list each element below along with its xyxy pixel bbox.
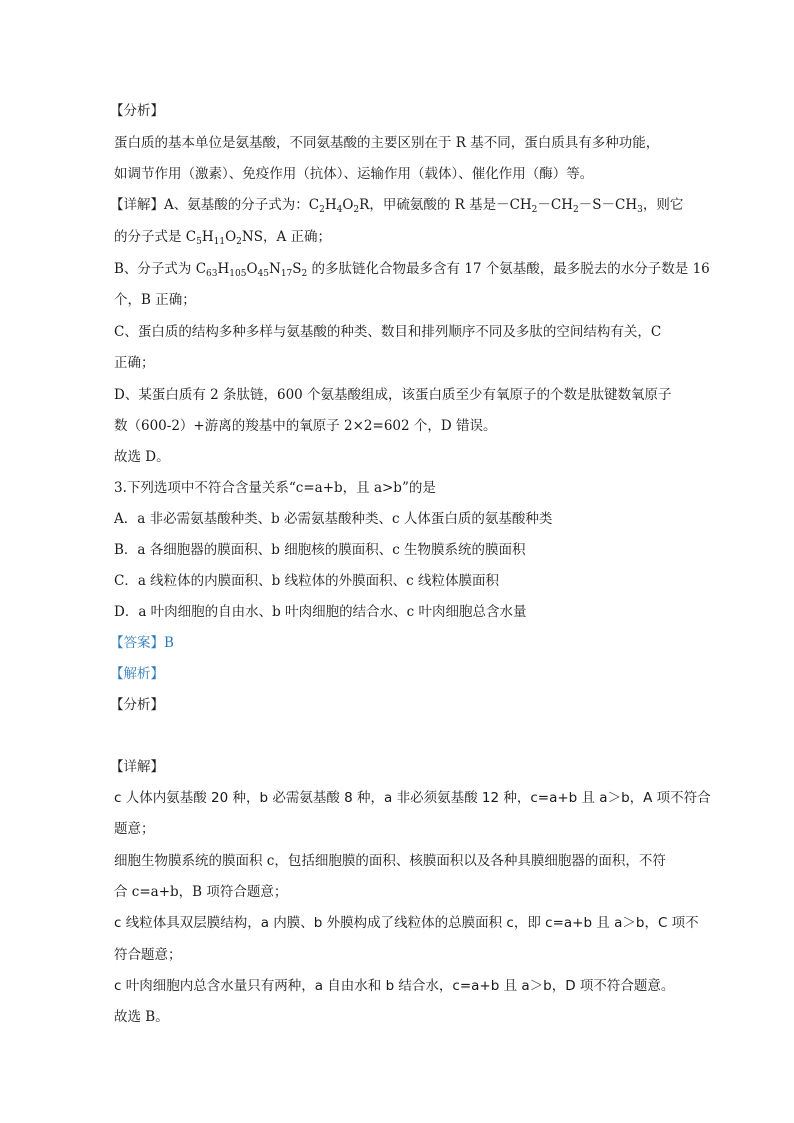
detail-text: 正确；	[114, 355, 155, 371]
detail-text: c 人体内氨基酸 20 种，b 必需氨基酸 8 种，a 非必须氨基酸 12 种，c=a+b 且 a＞b，A 项不符合	[114, 790, 711, 806]
detail-text-formula: B、分子式为 $C_{63}H_{105}O_{45}N_{17}S_2$ 的多肽链化合物最多含有 17 个氨基酸，最多脱去的水分子数是 16	[114, 261, 710, 279]
detail-text: 题意；	[114, 821, 155, 837]
detail-text: D、某蛋白质有 2 条肽链，600 个氨基酸组成，该蛋白质至少有氧原子的个数是肽键数氧原子	[114, 387, 672, 403]
detail-text: 数（600-2）+游离的羧基中的氧原子 2×2=602 个，D 错误。	[114, 418, 497, 434]
detail-line-part: 【详解】A、氨基酸的分子式为：$C_2H_4O_2R$，甲硫氨酸的 R 基是$-CH_2-CH_2-S-CH_3$，则它	[110, 197, 684, 215]
section-analysis-label: 【分析】	[110, 103, 164, 119]
answer-label: 【答案】B	[110, 635, 174, 651]
explanation-label: 【解析】	[110, 666, 164, 682]
conclusion-text: 故选 D。	[114, 449, 170, 465]
section-detail-label: 【详解】	[110, 759, 164, 775]
conclusion-text: 故选 B。	[114, 1009, 169, 1025]
detail-text-formula: 的分子式是 $C_5H_{11}O_2NS$，A 正确；	[114, 229, 332, 247]
detail-text: c 叶肉细胞内总含水量只有两种，a 自由水和 b 结合水，c=a+b 且 a＞b，D 项不符合题意。	[114, 978, 675, 994]
detail-text: C、蛋白质的结构多种多样与氨基酸的种类、数目和排列顺序不同及多肽的空间结构有关，C	[114, 324, 662, 340]
option-d: D．a 叶肉细胞的自由水、b 叶肉细胞的结合水、c 叶肉细胞总含水量	[114, 604, 527, 620]
question-3-stem: 3.下列选项中不符合含量关系“c=a+b，且 a>b”的是	[114, 480, 436, 496]
detail-text: 细胞生物膜系统的膜面积 c，包括细胞膜的面积、核膜面积以及各种具膜细胞器的面积，不符	[114, 853, 666, 869]
option-a: A．a 非必需氨基酸种类、b 必需氨基酸种类、c 人体蛋白质的氨基酸种类	[114, 511, 553, 527]
option-b: B．a 各细胞器的膜面积、b 细胞核的膜面积、c 生物膜系统的膜面积	[114, 542, 526, 558]
detail-text: 个，B 正确；	[114, 292, 196, 308]
section-analysis-label: 【分析】	[110, 697, 164, 713]
option-c: C．a 线粒体的内膜面积、b 线粒体的外膜面积、c 线粒体膜面积	[114, 573, 499, 589]
analysis-text: 蛋白质的基本单位是氨基酸，不同氨基酸的主要区别在于 R 基不同，蛋白质具有多种功能，	[114, 135, 660, 151]
detail-text: 符合题意；	[114, 947, 182, 963]
detail-text: 合 c=a+b，B 项符合题意；	[114, 884, 288, 900]
detail-text: c 线粒体具双层膜结构，a 内膜、b 外膜构成了线粒体的总膜面积 c，即 c=a+b 且 a＞b，C 项不	[114, 915, 699, 931]
detail-text-formula	[110, 196, 683, 214]
analysis-text: 如调节作用（激素）、免疫作用（抗体）、运输作用（载体）、催化作用（酶）等。	[114, 166, 594, 182]
